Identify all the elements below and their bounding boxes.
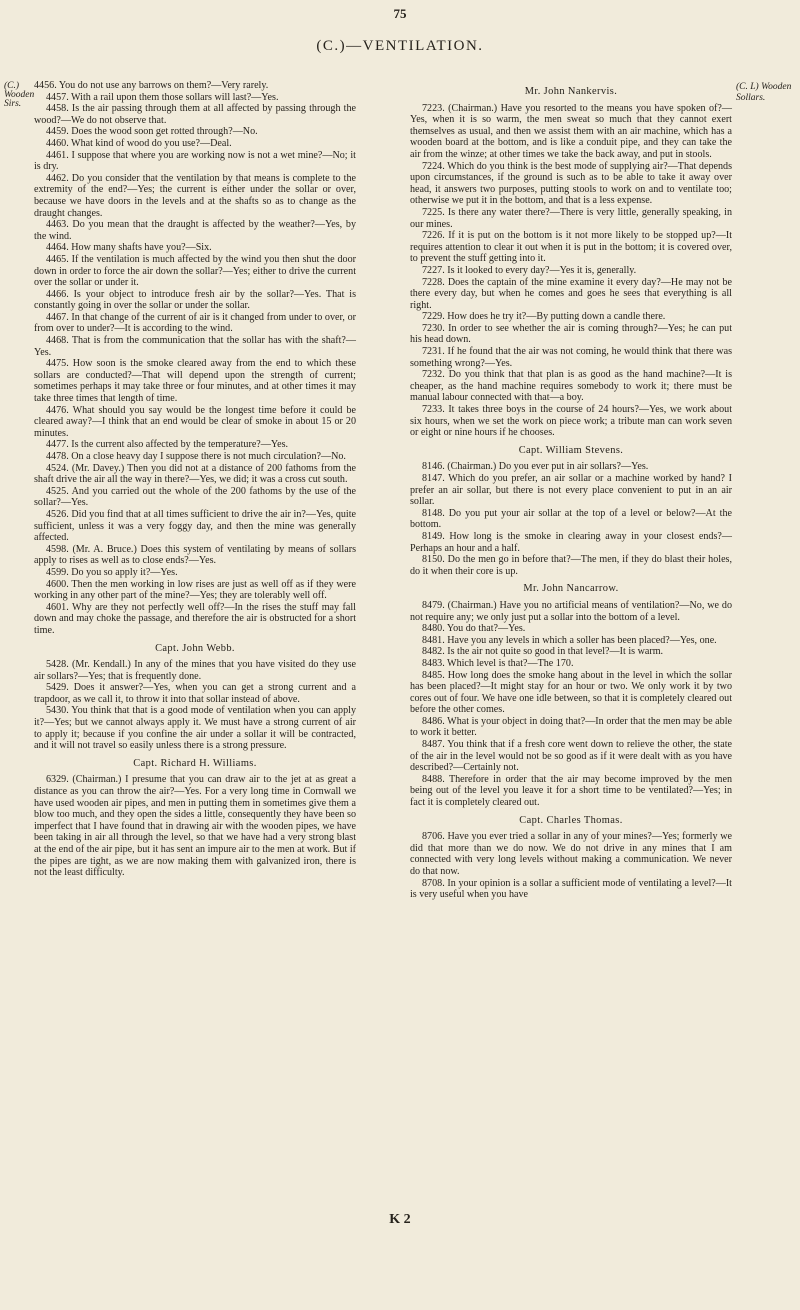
testimony-paragraph: 4457. With a rail upon them those sollars will last?—Yes.: [46, 91, 279, 103]
testimony-paragraph: 4463. Do you mean that the draught is affected by the weather?—Yes, by the wind.: [34, 219, 356, 242]
page-number: 75: [393, 6, 407, 21]
testimony-paragraph: 7233. It takes three boys in the course of 24 hours?—Yes, we work about six hours, when we set the work on piece work; a tribute man can work seven or eight or nine hours if he chooses.: [410, 404, 732, 439]
witness-heading: Capt. John Webb.: [155, 642, 235, 654]
right-column: [410, 80, 732, 901]
testimony-paragraph: 4468. That is from the communication that the sollar has with the shaft?—Yes.: [34, 335, 356, 358]
witness-heading: Mr. John Nankervis.: [524, 86, 618, 97]
testimony-paragraph: 4525. And you carried out the whole of the 200 fathoms by the use of the sollar?—Yes.: [34, 485, 356, 509]
testimony-paragraph: 7230. In order to see whether the air is coming through?—Yes; he can put his head down.: [410, 322, 732, 346]
testimony-paragraph: 8150. Do the men go in before that?—The men, if they do blast their holes, do it when their core is up.: [410, 554, 732, 577]
testimony-paragraph: 8146. (Chairman.) Do you ever put in air sollars?—Yes.: [422, 461, 649, 473]
testimony-paragraph: 7224. Which do you think is the best mode of supplying air?—That depends upon circumstances, if the ground is such as to be able to take it away over head, it answers two purposes, putting stools to work on and to ventilate too; otherwise we put it in the bottom, and that is a less expense.: [410, 160, 732, 207]
testimony-paragraph: 4465. If the ventilation is much affected by the wind you then shut the door down in order to force the air down the sollar?—Yes; either to drive the current over the sollar or under it.: [34, 253, 356, 289]
testimony-paragraph: 8706. Have you ever tried a sollar in any of your mines?—Yes; formerly we did that more than we do now. We do not drive in any mines that I am connected with very long levels without making a communication. We never do that now.: [410, 831, 732, 877]
testimony-paragraph: 4478. On a close heavy day I suppose there is not much circulation?—No.: [46, 451, 346, 462]
testimony-paragraph: 8480. You do that?—Yes.: [422, 623, 526, 635]
testimony-paragraph: 4460. What kind of wood do you use?—Deal.: [46, 137, 232, 149]
testimony-paragraph: 4475. How soon is the smoke cleared away from the end to which these sollars are conducted?—That will depend upon the strength of current; sometimes perhaps it may take three or four minutes, and at other times it may take three times that length of time.: [34, 358, 356, 405]
witness-heading: Capt. William Stevens.: [518, 444, 624, 456]
witness-heading: Capt. Richard H. Williams.: [133, 757, 257, 769]
testimony-paragraph: 7229. How does he try it?—By putting down a candle there.: [422, 311, 666, 323]
testimony-paragraph: 4461. I suppose that where you are working now is not a wet mine?—No; it is dry.: [34, 149, 356, 173]
testimony-paragraph: 8486. What is your object in doing that?—In order that the men may be able to work it better.: [410, 715, 732, 739]
testimony-paragraph: 4524. (Mr. Davey.) Then you did not at a distance of 200 fathoms from the shaft drive the air all the way in there?—Yes, we did; it was a cross cut south.: [34, 462, 356, 486]
testimony-paragraph: 5428. (Mr. Kendall.) In any of the mines that you have visited do they use air sollars?—Yes; that is frequently done.: [34, 659, 356, 682]
testimony-paragraph: 4462. Do you consider that the ventilation by that means is complete to the extremity of the end?—Yes; the current is either under the sollar or over, because we have doors in the levels and at the shafts so as to change as the draught changes.: [34, 172, 356, 219]
section-header: (C.)—VENTILATION.: [316, 38, 484, 54]
testimony-paragraph: 8485. How long does the smoke hang about in the level in which the sollar has been placed?—It might stay for an hour or two. We only work it by two cores out of four. We have one idle between, so that it is completely cleared out before the other comes.: [410, 669, 732, 716]
testimony-paragraph: 5429. Does it answer?—Yes, when you can get a strong current and a trapdoor, as we call it, to throw it into that sollar instead of above.: [34, 682, 356, 705]
testimony-paragraph: 4456. You do not use any barrows on them?—Very rarely.: [34, 80, 269, 91]
testimony-paragraph: 8147. Which do you prefer, an air sollar or a machine worked by hand? I prefer an air sollar, but there is not every place convenient to put in an air sollar.: [410, 473, 732, 508]
testimony-paragraph: 8481. Have you any levels in which a soller has been placed?—Yes, one.: [422, 634, 717, 646]
testimony-paragraph: 4598. (Mr. A. Bruce.) Does this system of ventilating by means of sollars apply to rises as well as to close ends?—Yes.: [34, 543, 356, 567]
signature-mark: K 2: [389, 1212, 411, 1227]
testimony-paragraph: 8708. In your opinion is a sollar a sufficient mode of ventilating a level?—It is very useful when you have: [410, 877, 732, 901]
testimony-paragraph: 4459. Does the wood soon get rotted through?—No.: [46, 126, 258, 138]
testimony-paragraph: 8483. Which level is that?—The 170.: [422, 657, 574, 669]
testimony-paragraph: 4601. Why are they not perfectly well off?—In the rises the stuff may fall down and may choke the passage, and therefore the air is obstructed for a short time.: [34, 601, 356, 636]
testimony-paragraph: 4599. Do you so apply it?—Yes.: [46, 566, 178, 578]
right-margin-note: (C. L) Wooden Sollars.: [736, 82, 792, 103]
witness-heading: Mr. John Nancarrow.: [523, 583, 619, 595]
testimony-paragraph: 7228. Does the captain of the mine examine it every day?—He may not be there every day, but when he comes and goes he sees that everything is all right.: [410, 276, 732, 311]
testimony-paragraph: 4476. What should you say would be the longest time before it could be cleared away?—I think that an end would be clear of smoke in about 15 or 20 minutes.: [34, 404, 356, 439]
testimony-paragraph: 7231. If he found that the air was not coming, he would think that there was something wrong?—Yes.: [410, 346, 732, 369]
testimony-paragraph: 4458. Is the air passing through them at all affected by passing through the wood?—We do not observe that.: [34, 103, 356, 126]
testimony-paragraph: 4466. Is your object to introduce fresh air by the sollar?—Yes. That is constantly going in over the sollar or under the sollar.: [34, 288, 356, 312]
testimony-paragraph: 8487. You think that if a fresh core went down to relieve the other, the state of the air in the level would not be so good as if it were dealt with as you have described?—Certainly not.: [410, 739, 732, 774]
testimony-paragraph: 4526. Did you find that at all times sufficient to drive the air in?—Yes, quite sufficient, unless it was a very foggy day, and then the mine was generally affected.: [34, 508, 356, 544]
testimony-paragraph: 7223. (Chairman.) Have you resorted to the means you have spoken of?—Yes, when it is so warm, the men sweat so much that they cannot exert themselves as usual, and then we assist them with an air machine, which has a wooden board at the bottom, and is like a conduit pipe, and they can take the air from the winze; at other times we take the back away, and put in stools.: [410, 102, 732, 160]
left-margin-note: (C.) Wooden Sirs.: [4, 81, 35, 109]
testimony-paragraph: 7227. Is it looked to every day?—Yes it is, generally.: [422, 264, 637, 276]
testimony-paragraph: 8149. How long is the smoke in clearing away in your closest ends?—Perhaps an hour and a half.: [410, 530, 732, 554]
left-column: [34, 80, 356, 879]
testimony-paragraph: 8488. Therefore in order that the air may become improved by the men being out of the level you leave it for a short time to be ventilated?—Yes; in fact it is completely cleared out.: [410, 773, 732, 809]
testimony-paragraph: 7226. If it is put on the bottom is it not more likely to be stopped up?—It requires attention to clear it out when it is put in the bottom; it is covered over, to prevent the stuff getting into it.: [410, 230, 732, 265]
testimony-paragraph: 7225. Is there any water there?—There is very little, generally speaking, in our mines.: [410, 206, 732, 230]
testimony-paragraph: 5430. You think that that is a good mode of ventilation when you can apply it?—Yes; but we cannot always apply it. We must have a strong current of air to apply it; because if you confine the air under a sollar it will be contracted, and it will not travel so easily unless there is a strong pressure.: [34, 705, 356, 752]
testimony-paragraph: 4477. Is the current also affected by the temperature?—Yes.: [46, 439, 289, 451]
testimony-paragraph: 4600. Then the men working in low rises are just as well off as if they were working in any other part of the mine?—Yes; they are tolerably well off.: [34, 578, 356, 602]
testimony-paragraph: 4464. How many shafts have you?—Six.: [46, 242, 212, 254]
witness-heading: Capt. Charles Thomas.: [519, 814, 623, 826]
testimony-paragraph: 4467. In that change of the current of air is it changed from under to over, or from over to under?—It is according to the wind.: [34, 311, 356, 335]
testimony-paragraph: 8148. Do you put your air sollar at the top of a level or below?—At the bottom.: [410, 507, 732, 531]
testimony-paragraph: 8479. (Chairman.) Have you no artificial means of ventilation?—No, we do not require any; we only just put a sollar into the bottom of a level.: [410, 599, 732, 623]
testimony-paragraph: 7232. Do you think that that plan is as good as the hand machine?—It is cheaper, as the hand machine requires somebody to work it; there must be manual labour connected with that—a boy.: [410, 369, 732, 404]
testimony-paragraph: 8482. Is the air not quite so good in that level?—It is warm.: [422, 646, 664, 658]
testimony-paragraph: 6329. (Chairman.) I presume that you can draw air to the jet at as great a distance as you can throw the air?—Yes. For a very long time in Cornwall we have used wooden air pipes, and men in putting them in sometimes give them a blow too much, and they open the sides a little, consequently they have been so imperfect that I have found that in drawing air with the wooden pipes, we have been taking in air all through the level, so that we have had a very strong blast at the end of the air pipe, but it has sent an impure air to the men at work. But if the pipes are tight, as we are now making them with galvanized iron, there is not the least difficulty.: [34, 774, 356, 879]
